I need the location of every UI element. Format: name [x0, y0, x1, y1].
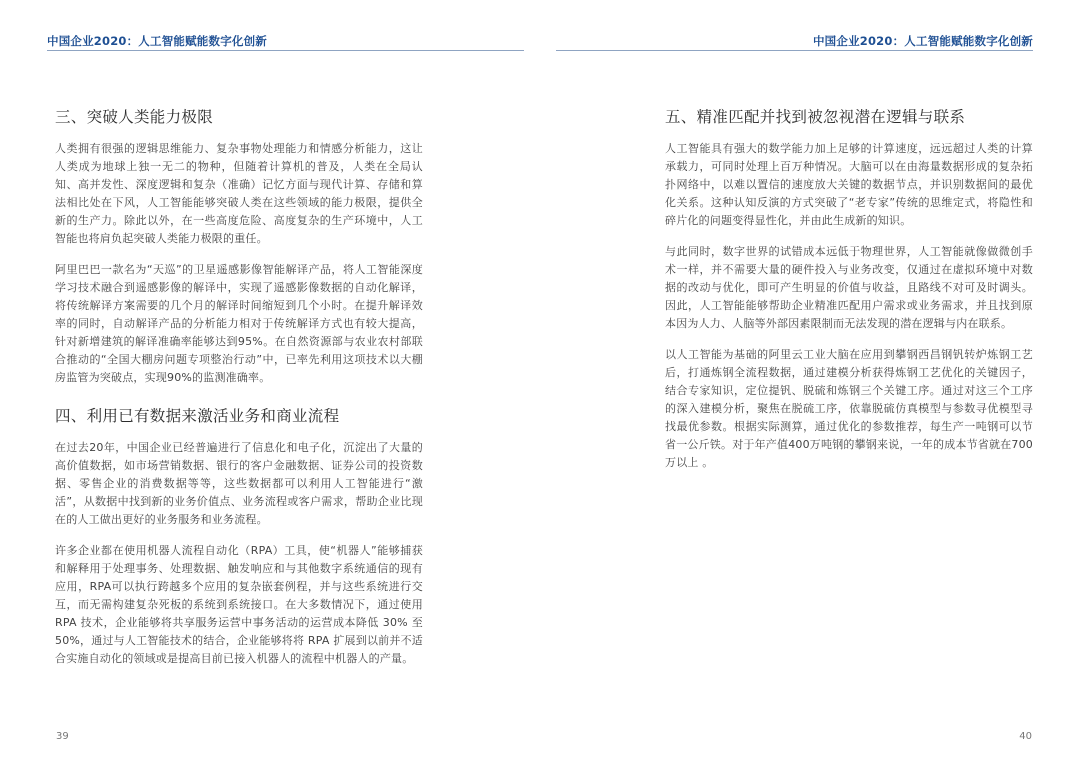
section-heading-5: 五、精准匹配并找到被忽视潜在逻辑与联系: [665, 108, 966, 126]
left-column: [55, 107, 423, 681]
paragraph: 人类拥有很强的逻辑思维能力、复杂事物处理能力和情感分析能力，这让人类成为地球上独一无二的物种，但随着计算机的普及，人类在全局认知、高并发性、深度逻辑和复杂（准确）记忆方面与现代计算、存储和算法相比处在下风，人工智能能够突破人类在这些领域的能力极限，提供全新的生产力。除此以外，在一些高度危险、高度复杂的生产环境中，人工智能也将肩负起突破人类能力极限的重任。: [55, 142, 423, 245]
section-heading-4: 四、利用已有数据来激活业务和商业流程: [55, 407, 340, 425]
page-number: 40: [1019, 731, 1032, 742]
paragraph: 以人工智能为基础的阿里云工业大脑在应用到攀钢西昌钢钒转炉炼钢工艺后，打通炼钢全流程数据，通过建模分析获得炼钢工艺优化的关键因子，结合专家知识，定位提钒、脱硫和炼钢三个关键工序。通过对这三个工序的深入建模分析，聚焦在脱硫工序，依靠脱硫仿真模型与参数寻优模型寻找最优参数。根据实际测算，通过优化的参数推荐，每生产一吨钢可以节省一公斤铁。对于年产值400万吨钢的攀钢来说，一年的成本节省就在700万以上 。: [665, 348, 1033, 469]
paragraph: 与此同时，数字世界的试错成本远低于物理世界，人工智能就像做微创手术一样，并不需要大量的硬件投入与业务改变，仅通过在虚拟环境中对数据的改动与优化，即可产生明显的价值与收益，且路线不对可及时调头。因此，人工智能能够帮助企业精准匹配用户需求或业务需求，并且找到原本因为人力、人脑等外部因素限制而无法发现的潜在逻辑与内在联系。: [665, 245, 1033, 330]
running-header: 中国企业2020：人工智能赋能数字化创新: [47, 34, 268, 48]
running-header: 中国企业2020：人工智能赋能数字化创新: [812, 34, 1033, 48]
paragraph: 人工智能具有强大的数学能力加上足够的计算速度，远远超过人类的计算承载力，可同时处理上百万种情况。大脑可以在由海量数据形成的复杂拓扑网络中，以难以置信的速度放大关键的数据节点，并识别数据间的最优化关系。这种认知反演的方式突破了“老专家”传统的思维定式，将隐性和碎片化的问题变得显性化，并由此生成新的知识。: [665, 142, 1033, 227]
paragraph: 阿里巴巴一款名为“天巡”的卫星遥感影像智能解译产品，将人工智能深度学习技术融合到遥感影像的解译中，实现了遥感影像数据的自动化解译，将传统解译方案需要的几个月的解译时间缩短到几个小时。在提升解译效率的同时，自动解译产品的分析能力相对于传统解译方式也有较大提高，针对新增建筑的解译准确率能够达到95%。在自然资源部与农业农村部联合推动的“全国大棚房问题专项整治行动”中，已率先利用这项技术以大棚房监管为突破点，实现90%的监测准确率。: [55, 263, 423, 384]
paragraph: 许多企业都在使用机器人流程自动化（RPA）工具，使“机器人”能够捕获和解释用于处理事务、处理数据、触发响应和与其他数字系统通信的现有应用，RPA可以执行跨越多个应用的复杂嵌套例程，并与这些系统进行交互，而无需构建复杂死板的系统到系统接口。在大多数情况下，通过使用 RPA 技术，企业能够将共享服务运营中事务活动的运营成本降低 30% 至 50%，通过与人工智能技术的结合，企业能够将将 RPA 扩展到以前并不适合实施自动化的领域或是提高目前已接入机器人的流程中机器人的产量。: [55, 544, 423, 665]
right-column: [665, 107, 1033, 485]
page-number: 39: [56, 731, 69, 742]
section-heading-3: 三、突破人类能力极限: [55, 108, 214, 126]
right-page: [540, 0, 1080, 764]
paragraph: 在过去20年，中国企业已经普遍进行了信息化和电子化，沉淀出了大量的高价值数据，如市场营销数据、银行的客户金融数据、证券公司的投资数据、零售企业的消费数据等等，这些数据都可以利用人工智能进行“激活”，从数据中找到新的业务价值点、业务流程或客户需求，帮助企业比现在的人工做出更好的业务服务和业务流程。: [55, 441, 423, 526]
header-rule: [556, 50, 1033, 51]
header-rule: [47, 50, 524, 51]
